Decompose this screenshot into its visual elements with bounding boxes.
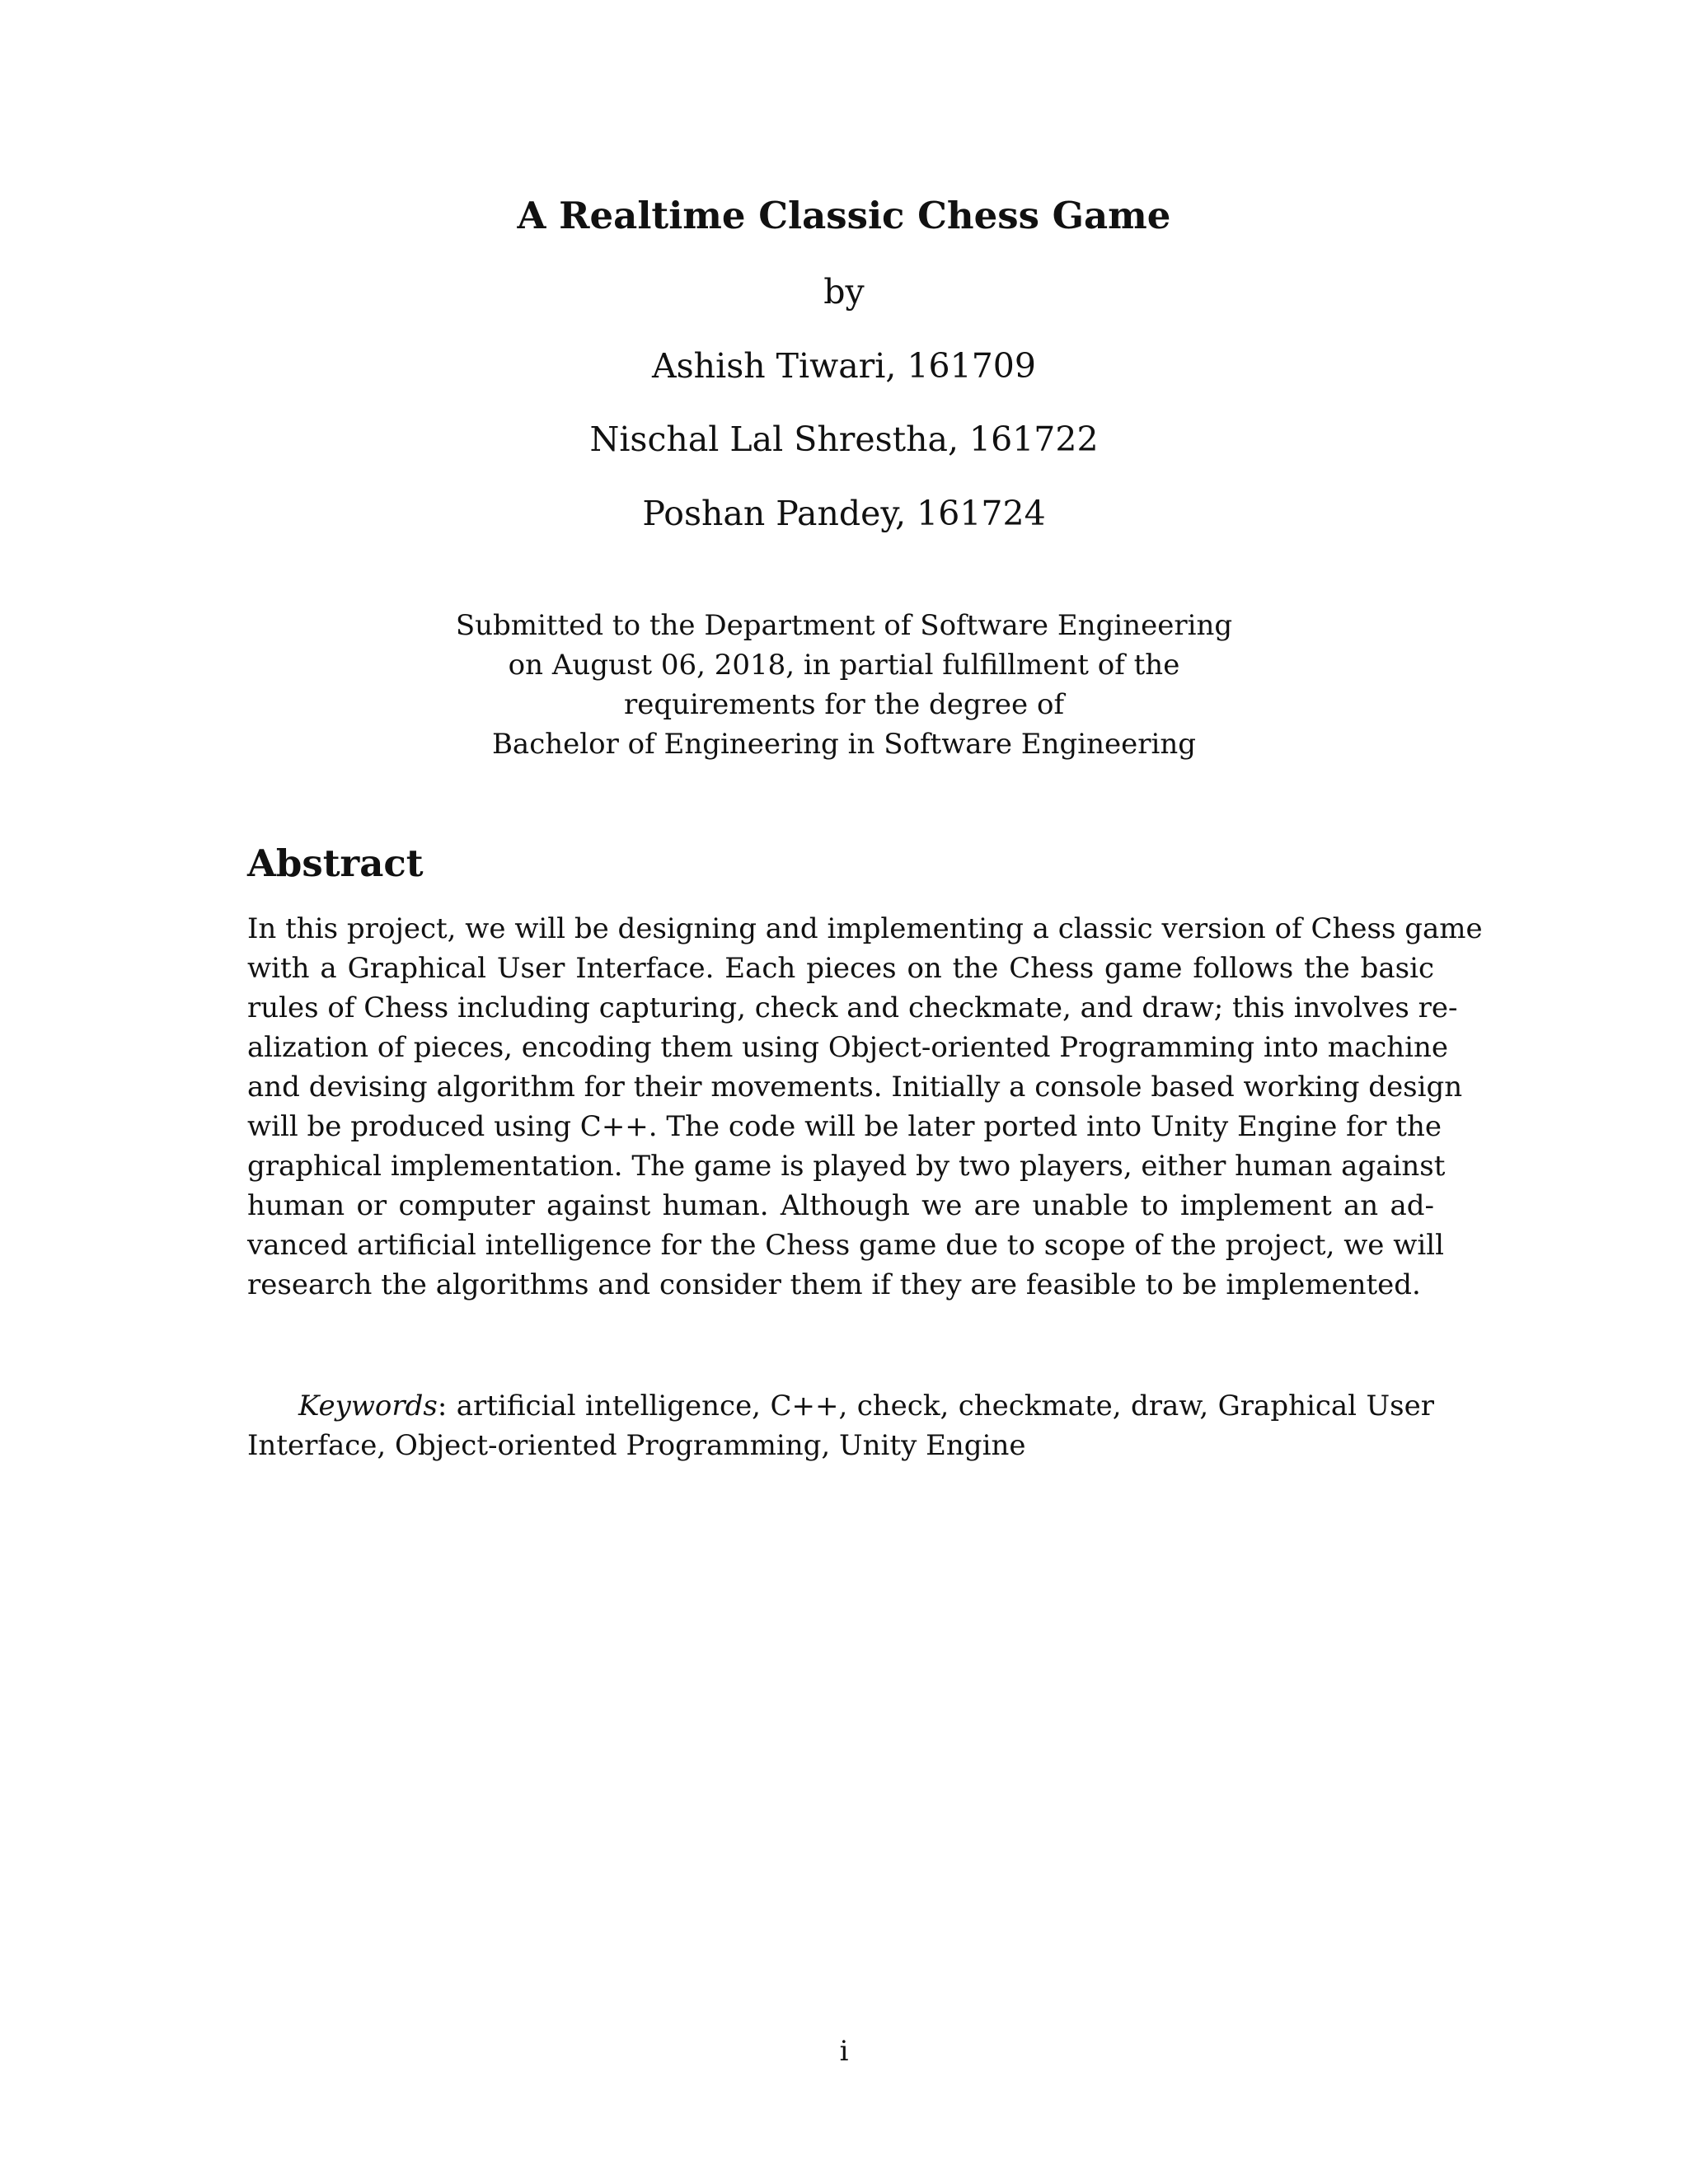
abstract-line: graphical implementation. The game is played by two players, either human against bbox=[247, 1150, 1446, 1183]
keywords-text: : artificial intelligence, C++, check, checkmate, draw, Graphical User bbox=[437, 1390, 1434, 1422]
submission-line: Submitted to the Department of Software Engineering bbox=[455, 609, 1233, 642]
document-title: A Realtime Classic Chess Game bbox=[517, 194, 1171, 237]
abstract-line: and devising algorithm for their movements. Initially a console based working design bbox=[247, 1071, 1463, 1104]
by-line: by bbox=[823, 272, 865, 312]
submission-line: Bachelor of Engineering in Software Engineering bbox=[491, 728, 1197, 761]
abstract-heading: Abstract bbox=[247, 841, 424, 885]
keywords-label: Keywords bbox=[298, 1390, 438, 1422]
author-line: Poshan Pandey, 161724 bbox=[642, 494, 1046, 533]
abstract-line: rules of Chess including capturing, check and checkmate, and draw; this involves re- bbox=[247, 991, 1458, 1024]
abstract-line: vanced artificial intelligence for the Chess game due to scope of the project, we will bbox=[247, 1229, 1444, 1262]
submission-line: on August 06, 2018, in partial fulfillment of the bbox=[508, 649, 1180, 682]
abstract-line: will be produced using C++. The code will be later ported into Unity Engine for the bbox=[247, 1110, 1442, 1143]
abstract-line: research the algorithms and consider them if they are feasible to be implemented. bbox=[247, 1268, 1421, 1301]
abstract-line: human or computer against human. Although we are unable to implement an ad- bbox=[247, 1189, 1434, 1222]
abstract-line: with a Graphical User Interface. Each pieces on the Chess game follows the basic bbox=[247, 952, 1434, 985]
author-line: Ashish Tiwari, 161709 bbox=[652, 346, 1036, 386]
author-line: Nischal Lal Shrestha, 161722 bbox=[589, 419, 1099, 459]
submission-line: requirements for the degree of bbox=[623, 688, 1065, 721]
submission-statement bbox=[0, 606, 1688, 764]
abstract-body bbox=[247, 909, 1483, 1305]
abstract-line: alization of pieces, encoding them using Object-oriented Programming into machine bbox=[247, 1031, 1449, 1064]
keywords-line: Interface, Object-oriented Programming, Unity Engine bbox=[247, 1429, 1026, 1462]
abstract-line: In this project, we will be designing and implementing a classic version of Chess game bbox=[247, 912, 1483, 945]
keywords-line bbox=[247, 1386, 1434, 1426]
page-number: i bbox=[839, 2035, 849, 2068]
keywords-paragraph bbox=[247, 1386, 1434, 1465]
